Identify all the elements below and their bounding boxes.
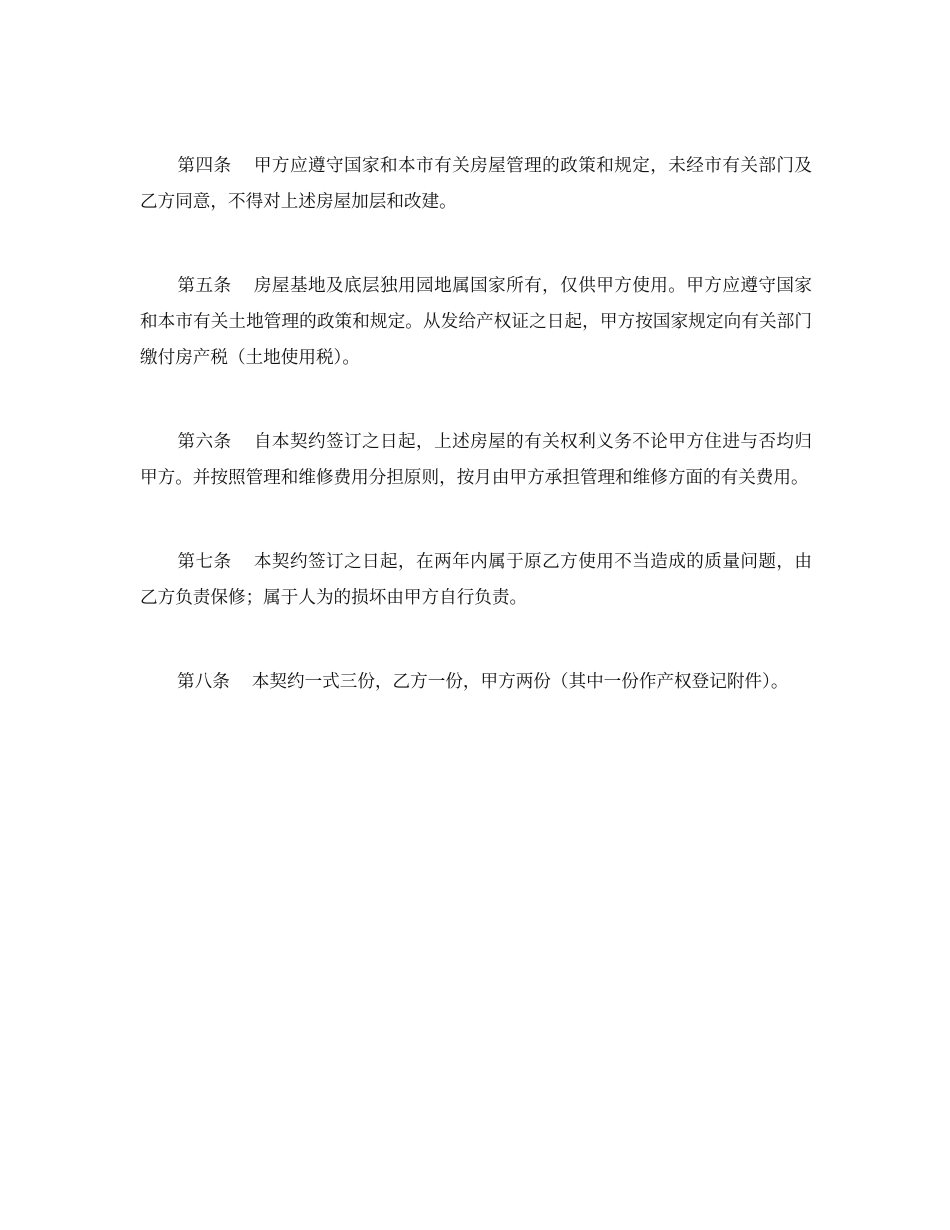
article-number: 第四条: [177, 156, 232, 176]
article-4: [140, 148, 812, 220]
article-8: [140, 664, 812, 700]
article-number: 第五条: [177, 276, 232, 296]
document-body: [140, 148, 812, 748]
article-7: [140, 544, 812, 616]
article-number: 第六条: [177, 432, 232, 452]
article-text: 甲方应遵守国家和本市有关房屋管理的政策和规定，未经市有关部门及乙方同意，不得对上述房屋加层和改建。: [140, 156, 812, 212]
article-text: 自本契约签订之日起，上述房屋的有关权利义务不论甲方住进与否均归甲方。并按照管理和维修费用分担原则，按月由甲方承担管理和维修方面的有关费用。: [140, 432, 812, 488]
article-5: [140, 268, 812, 376]
article-number: 第七条: [177, 552, 232, 572]
article-6: [140, 424, 812, 496]
article-text: 本契约签订之日起，在两年内属于原乙方使用不当造成的质量问题，由乙方负责保修；属于人为的损坏由甲方自行负责。: [140, 552, 812, 608]
article-text: 本契约一式三份，乙方一份，甲方两份（其中一份作产权登记附件）。: [251, 672, 789, 692]
article-number: 第八条: [177, 672, 230, 692]
article-text: 房屋基地及底层独用园地属国家所有，仅供甲方使用。甲方应遵守国家和本市有关土地管理的政策和规定。从发给产权证之日起，甲方按国家规定向有关部门缴付房产税（土地使用税）。: [140, 276, 812, 368]
